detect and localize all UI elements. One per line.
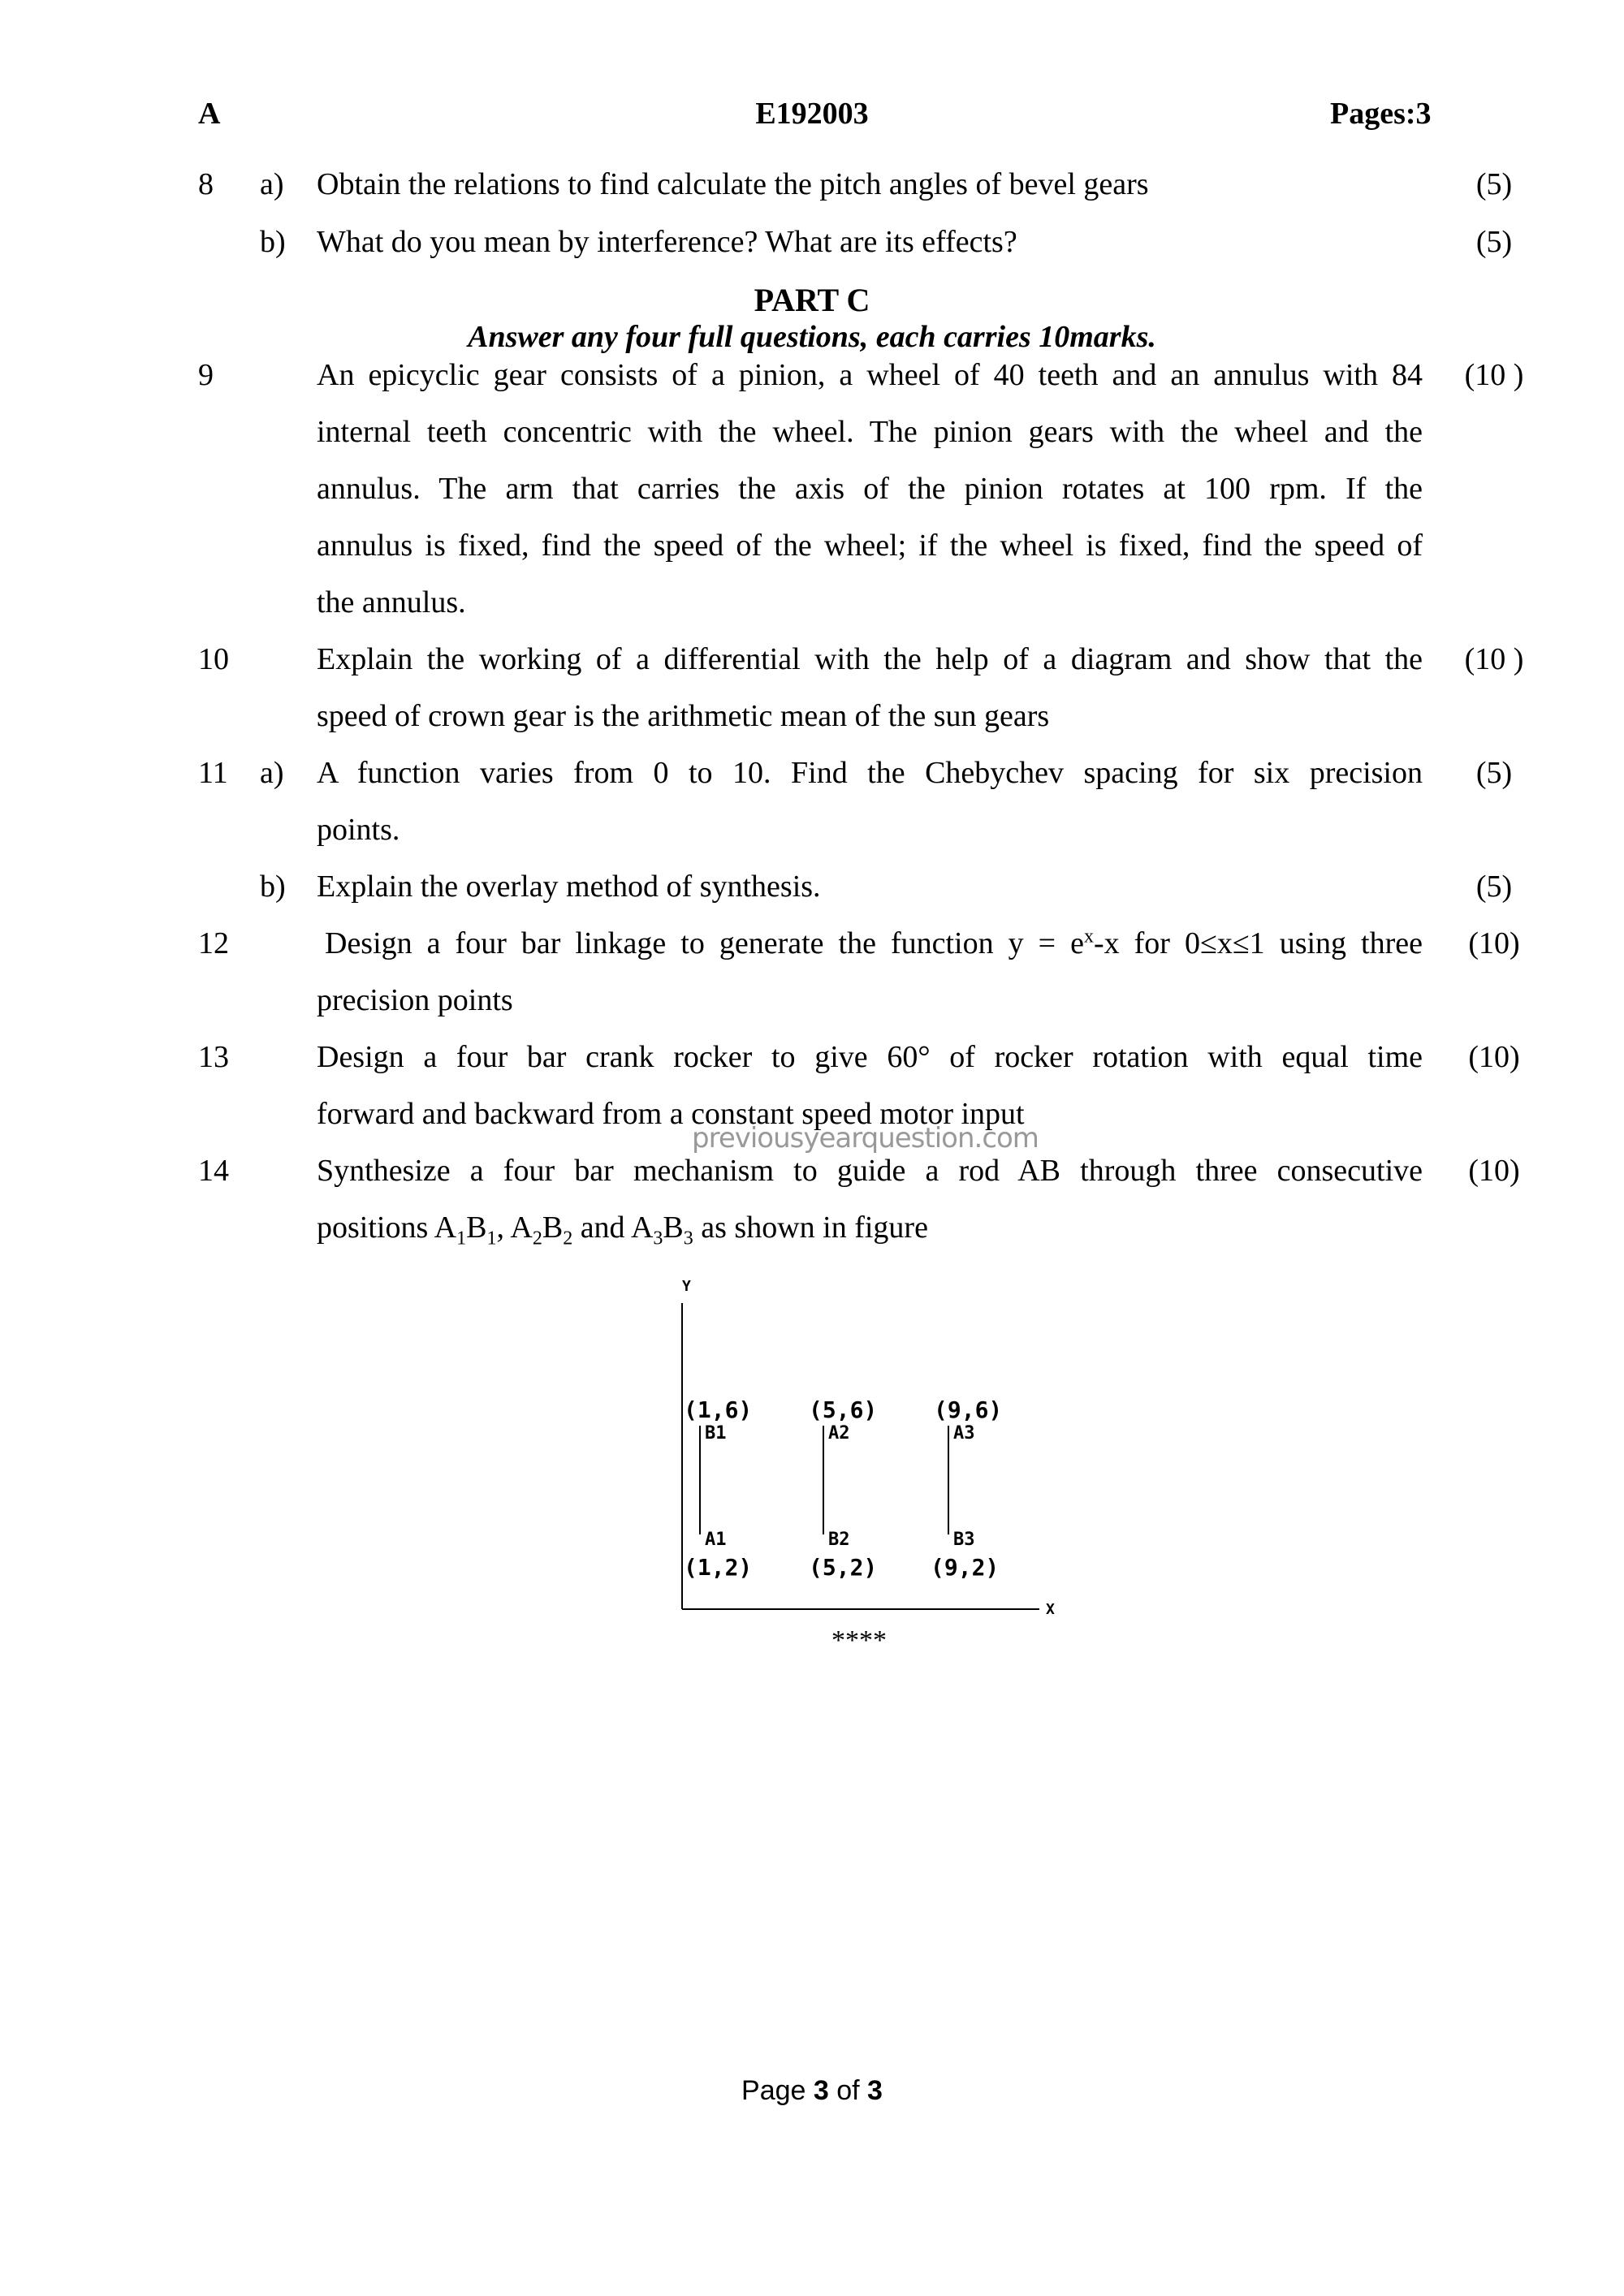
text-part: and A <box>572 1211 654 1245</box>
sub-label: b) <box>260 870 286 904</box>
marks: (10) <box>1468 926 1520 960</box>
footer-current-page: 3 <box>813 2075 829 2106</box>
question-text: An epicyclic gear consists of a pinion, a wheel of 40 teeth and an annulus with 84 <box>317 358 1423 392</box>
rod1-bottom-label: A1 <box>705 1530 727 1550</box>
marks: (10) <box>1468 1154 1520 1188</box>
question-text: forward and backward from a constant speed motor input <box>317 1097 1025 1131</box>
question-number: 8 <box>198 167 214 201</box>
subscript: 1 <box>456 1228 467 1249</box>
question-number: 13 <box>198 1040 229 1074</box>
text-part: B <box>466 1211 487 1245</box>
question-number: 12 <box>198 926 229 960</box>
question-number: 10 <box>198 642 229 676</box>
question-text: annulus is fixed, find the speed of the wheel; if the wheel is fixed, find the speed of <box>317 529 1423 563</box>
question-text: Explain the working of a differential with the help of a diagram and show that the <box>317 642 1423 676</box>
rod2-bottom-label: B2 <box>828 1530 850 1550</box>
superscript: x <box>1083 926 1094 947</box>
rod3-top-label: A3 <box>953 1423 975 1444</box>
marks: (10) <box>1468 1040 1520 1074</box>
rod1-bottom-coord: (1,2) <box>684 1554 753 1581</box>
question-text: precision points <box>317 983 513 1017</box>
question-text: the annulus. <box>317 585 466 619</box>
rod1-top-label: B1 <box>705 1423 727 1444</box>
section-instruction: Answer any four full questions, each carries 10marks. <box>468 320 1156 354</box>
marks: (10 ) <box>1464 642 1524 676</box>
question-text: Design a four bar crank rocker to give 60° of rocker rotation with equal time <box>317 1040 1423 1074</box>
paper-code: E192003 <box>755 97 869 131</box>
subscript: 3 <box>683 1228 693 1249</box>
question-text: internal teeth concentric with the wheel. The pinion gears with the wheel and the <box>317 415 1423 449</box>
question-text: Obtain the relations to find calculate the pitch angles of bevel gears <box>317 167 1149 201</box>
marks: (5) <box>1475 756 1513 790</box>
marks: (5) <box>1475 167 1513 201</box>
rod-positions-figure <box>650 1267 1088 1616</box>
rod3-bottom-label: B3 <box>953 1530 975 1550</box>
question-text: Explain the overlay method of synthesis. <box>317 870 821 904</box>
question-number: 11 <box>198 756 228 790</box>
text-part: positions A <box>317 1211 457 1245</box>
question-number: 14 <box>198 1154 229 1188</box>
text-part: as shown in figure <box>693 1211 928 1245</box>
marks: (5) <box>1475 870 1513 904</box>
question-text: speed of crown gear is the arithmetic mean of the sun gears <box>317 699 1050 733</box>
watermark: previousyearquestion.com <box>692 1122 1039 1154</box>
rod3-top-coord: (9,6) <box>934 1396 1003 1423</box>
rod2-top-label: A2 <box>828 1423 850 1444</box>
marks: (10 ) <box>1464 358 1524 392</box>
rod3-bottom-coord: (9,2) <box>931 1554 1000 1581</box>
sub-label: b) <box>260 225 286 259</box>
marks: (5) <box>1475 225 1513 259</box>
rod2-top-coord: (5,6) <box>809 1396 878 1423</box>
footer-text: of <box>828 2075 868 2106</box>
section-title: PART C <box>754 282 870 318</box>
text-part: Design a four bar linkage to generate the function y = e <box>325 926 1084 960</box>
page-count: Pages:3 <box>1330 97 1432 131</box>
y-axis-label: Y <box>682 1278 691 1295</box>
question-text: annulus. The arm that carries the axis of the pinion rotates at 100 rpm. If the <box>317 472 1423 506</box>
rod2-bottom-coord: (5,2) <box>809 1554 878 1581</box>
subscript: 2 <box>532 1228 542 1249</box>
subscript: 1 <box>486 1228 497 1249</box>
end-mark: **** <box>831 1625 887 1655</box>
question-text <box>325 926 1423 961</box>
header-series: A <box>198 97 221 131</box>
footer-text: Page <box>741 2075 814 2106</box>
text-part: , A <box>496 1211 533 1245</box>
sub-label: a) <box>260 756 284 790</box>
question-number: 9 <box>198 358 214 392</box>
footer-total-pages: 3 <box>867 2075 883 2106</box>
question-text: Synthesize a four bar mechanism to guide a rod AB through three consecutive <box>317 1154 1423 1188</box>
page-footer <box>0 2075 1624 2107</box>
subscript: 2 <box>563 1228 573 1249</box>
question-text <box>317 1210 928 1249</box>
text-part: B <box>542 1211 564 1245</box>
question-text: points. <box>317 813 400 847</box>
question-text: A function varies from 0 to 10. Find the Chebychev spacing for six precision <box>317 756 1423 790</box>
text-part: B <box>663 1211 684 1245</box>
text-part: -x for 0≤x≤1 using three <box>1093 926 1423 960</box>
question-text: What do you mean by interference? What are its effects? <box>317 225 1017 259</box>
rod1-top-coord: (1,6) <box>684 1396 753 1423</box>
subscript: 3 <box>653 1228 663 1249</box>
x-axis-label: X <box>1046 1601 1055 1616</box>
sub-label: a) <box>260 167 284 201</box>
